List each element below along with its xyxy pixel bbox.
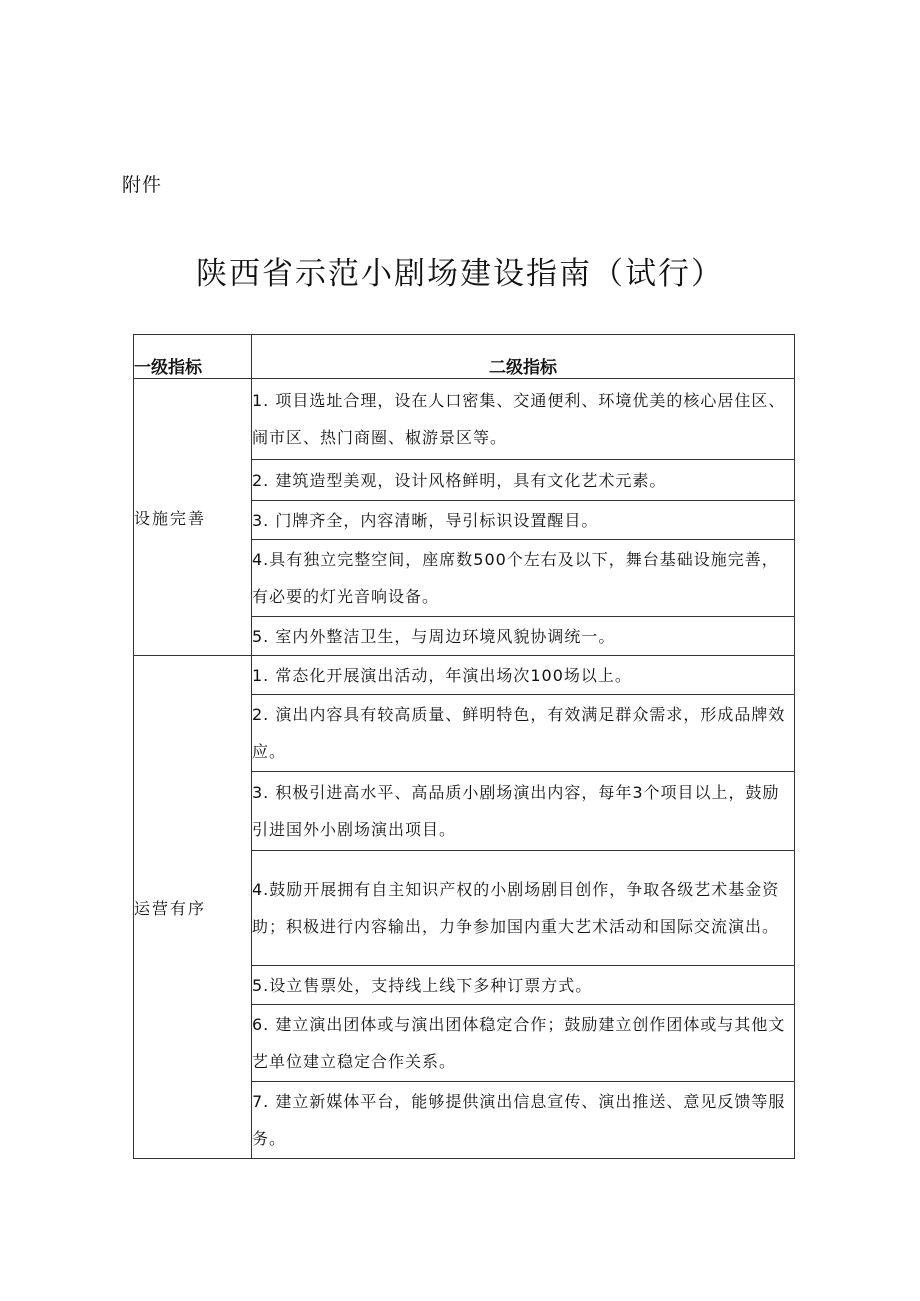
header-level1: 一级指标 [134, 335, 252, 379]
operations-item-7: 7. 建立新媒体平台，能够提供演出信息宣传、演出推送、意见反馈等服务。 [252, 1082, 795, 1159]
table-header-row [134, 335, 795, 379]
operations-item-6: 6. 建立演出团体或与演出团体稳定合作；鼓励建立创作团体或与其他文艺单位建立稳定合作关系。 [252, 1005, 795, 1082]
facilities-item-4: 4.具有独立完整空间，座席数500个左右及以下，舞台基础设施完善，有必要的灯光音响设备。 [252, 540, 795, 617]
table-row [134, 656, 795, 695]
facilities-item-2: 2. 建筑造型美观，设计风格鲜明，具有文化艺术元素。 [252, 460, 795, 501]
facilities-item-5: 5. 室内外整洁卫生，与周边环境风貌协调统一。 [252, 617, 795, 656]
operations-item-5: 5.设立售票处，支持线上线下多种订票方式。 [252, 966, 795, 1005]
document-title: 陕西省示范小剧场建设指南（试行） [196, 256, 724, 292]
operations-item-2: 2. 演出内容具有较高质量、鲜明特色，有效满足群众需求，形成品牌效应。 [252, 695, 795, 772]
operations-item-1: 1. 常态化开展演出活动，年演出场次100场以上。 [252, 656, 795, 695]
category-facilities: 设施完善 [134, 379, 252, 656]
operations-item-4: 4.鼓励开展拥有自主知识产权的小剧场剧目创作，争取各级艺术基金资助；积极进行内容输出，力争参加国内重大艺术活动和国际交流演出。 [252, 851, 795, 966]
table-row [134, 379, 795, 460]
category-operations: 运营有序 [134, 656, 252, 1159]
indicator-table [133, 334, 795, 1159]
attachment-label: 附件 [122, 174, 163, 196]
operations-item-3: 3. 积极引进高水平、高品质小剧场演出内容，每年3个项目以上，鼓励引进国外小剧场演出项目。 [252, 772, 795, 851]
header-level2: 二级指标 [252, 335, 795, 379]
facilities-item-1: 1. 项目选址合理，设在人口密集、交通便利、环境优美的核心居住区、闹市区、热门商圈、椒游景区等。 [252, 379, 795, 460]
facilities-item-3: 3. 门牌齐全，内容清晰，导引标识设置醒目。 [252, 501, 795, 540]
